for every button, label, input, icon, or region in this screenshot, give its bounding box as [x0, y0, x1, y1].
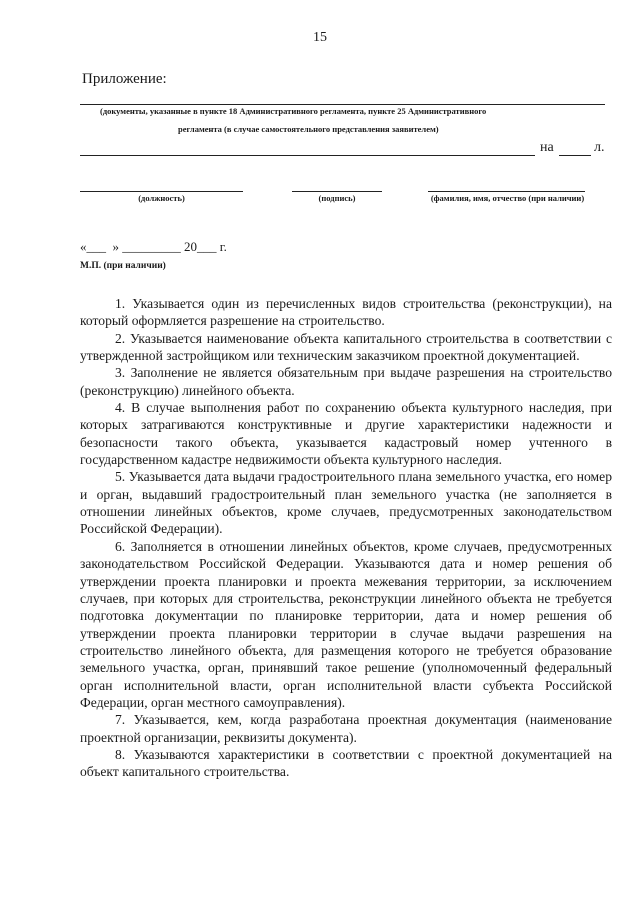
note-item: 5. Указывается дата выдачи градостроительного плана земельного участка, его номер и орган, выдавший градостроительный план земельного участка (не заполняется в отношении линейных объектов, кроме случаев, предусмотренных законодательством Российской Федерации).	[80, 469, 612, 537]
signature-line	[292, 191, 382, 192]
sheets-label: на	[540, 140, 554, 155]
page-number: 15	[313, 30, 327, 45]
position-caption: (должность)	[138, 193, 185, 203]
notes-list	[80, 295, 612, 781]
note-item: 3. Заполнение не является обязательным при выдаче разрешения на строительство (реконструкцию) линейного объекта.	[80, 365, 612, 398]
date-line: «___ » _________ 20___ г.	[80, 239, 227, 254]
note-item: 8. Указываются характеристики в соответствии с проектной документацией на объект капитального строительства.	[80, 746, 612, 780]
note-item: 2. Указывается наименование объекта капитального строительства в соответствии с утвержденной застройщиком или техническим заказчиком проектной документацией.	[80, 330, 612, 364]
sheets-suffix: л.	[594, 140, 605, 155]
documents-entry-line	[80, 155, 535, 156]
note-item: 1. Указывается один из перечисленных видов строительства (реконструкции), на который оформляется разрешение на строительство.	[80, 296, 612, 329]
note-item: 6. Заполняется в отношении линейных объектов, кроме случаев, предусмотренных законодательством Российской Федерации. Указываются дата и номер решения об утверждении проекта планировки и проекта межевания территории, за исключением случаев, при которых для строительства, реконструкции линейного объекта не требуется подготовка документации по планировке территории, дата и номер решения об утверждении проекта планировки территории в случае выдачи разрешения на строительство линейного объекта, для размещения которого не требуется образование земельного участка, орган, принявший такое решение (уполномоченный федеральный орган исполнительной власти, орган исполнительной власти субъекта Российской Федерации, орган местного самоуправления).	[80, 538, 612, 710]
signature-caption: (подпись)	[318, 193, 356, 203]
documents-line	[80, 104, 605, 105]
sheets-count-line	[559, 155, 591, 156]
documents-note-line1: (документы, указанные в пункте 18 Административного регламента, пункте 25 Административного	[100, 106, 487, 116]
appendix-title: Приложение:	[82, 71, 167, 87]
documents-note-line2: регламента (в случае самостоятельного представления заявителем)	[178, 124, 439, 134]
full-name-caption: (фамилия, имя, отчество (при наличии)	[430, 193, 585, 203]
position-line	[80, 191, 243, 192]
full-name-line	[428, 191, 585, 192]
note-item: 7. Указывается, кем, когда разработана проектная документация (наименование проектной организации, реквизиты документа).	[80, 712, 612, 745]
note-item: 4. В случае выполнения работ по сохранению объекта культурного наследия, при которых затрагиваются конструктивные и другие характеристики надежности и безопасности такого объекта, указывается кадастровый номер учтенного в государственном кадастре недвижимости объекта культурного наследия.	[80, 400, 612, 468]
stamp-note: М.П. (при наличии)	[80, 261, 166, 271]
